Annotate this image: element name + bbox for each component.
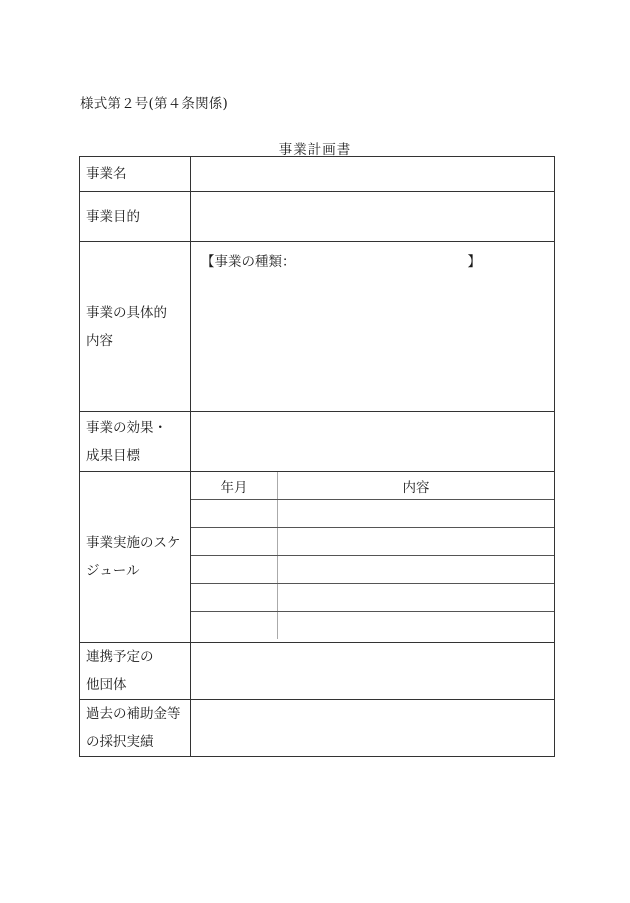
schedule-content-input[interactable] xyxy=(278,612,555,640)
schedule-cell xyxy=(191,472,555,643)
schedule-content-input[interactable] xyxy=(278,556,555,584)
schedule-header-content: 内容 xyxy=(278,472,555,500)
field-business-purpose[interactable] xyxy=(191,192,555,242)
business-type-line xyxy=(201,250,481,270)
label-business-name xyxy=(80,157,191,192)
field-partners[interactable] xyxy=(191,643,555,700)
row-business-name xyxy=(80,157,555,192)
schedule-header-date: 年月 xyxy=(191,472,278,500)
label-specific-content-line1: 事業の具体的 xyxy=(86,304,167,321)
schedule-table xyxy=(191,472,554,639)
row-business-purpose xyxy=(80,192,555,242)
label-past-subsidies xyxy=(80,700,191,757)
schedule-date-input[interactable] xyxy=(191,528,278,556)
label-business-purpose xyxy=(80,192,191,242)
schedule-row xyxy=(191,500,554,528)
schedule-row xyxy=(191,556,554,584)
label-schedule xyxy=(80,472,191,643)
schedule-content-input[interactable] xyxy=(278,500,555,528)
label-schedule-line2: ジュール xyxy=(86,563,140,579)
field-specific-content[interactable] xyxy=(191,242,555,412)
label-partners xyxy=(80,643,191,700)
label-past-subsidies-line1: 過去の補助金等 xyxy=(86,706,181,722)
label-past-subsidies-line2: の採択実績 xyxy=(86,734,154,750)
specific-content-area xyxy=(191,242,554,411)
row-past-subsidies xyxy=(80,700,555,757)
row-effect-goals xyxy=(80,412,555,472)
field-past-subsidies[interactable] xyxy=(191,700,555,757)
document-title: 事業計画書 xyxy=(278,142,352,158)
schedule-date-input[interactable] xyxy=(191,556,278,584)
schedule-row xyxy=(191,528,554,556)
row-specific-content xyxy=(80,242,555,412)
row-partners xyxy=(80,643,555,700)
label-partners-line1: 連携予定の xyxy=(86,649,154,665)
schedule-row xyxy=(191,612,554,640)
business-plan-table xyxy=(79,156,555,757)
field-effect-goals[interactable] xyxy=(191,412,555,472)
row-schedule xyxy=(80,472,555,643)
label-business-purpose-text: 事業目的 xyxy=(86,208,140,225)
business-type-prefix: 【事業の種類： xyxy=(201,254,296,270)
schedule-date-input[interactable] xyxy=(191,500,278,528)
schedule-date-input[interactable] xyxy=(191,584,278,612)
label-schedule-line1: 事業実施のスケ xyxy=(86,535,181,551)
label-effect-goals-line1: 事業の効果・ xyxy=(86,419,167,436)
business-type-suffix: 】 xyxy=(467,254,481,270)
label-specific-content-line2: 内容 xyxy=(86,332,113,349)
label-effect-goals xyxy=(80,412,191,472)
schedule-date-input[interactable] xyxy=(191,612,278,640)
form-number: 様式第２号(第４条関係) xyxy=(80,96,228,112)
label-effect-goals-line2: 成果目標 xyxy=(86,447,140,464)
schedule-row xyxy=(191,584,554,612)
label-partners-line2: 他団体 xyxy=(86,677,127,693)
label-specific-content xyxy=(80,242,191,412)
schedule-header-row xyxy=(191,472,554,500)
field-business-name[interactable] xyxy=(191,157,555,192)
schedule-content-input[interactable] xyxy=(278,528,555,556)
label-business-name-text: 事業名 xyxy=(86,166,127,182)
schedule-content-input[interactable] xyxy=(278,584,555,612)
